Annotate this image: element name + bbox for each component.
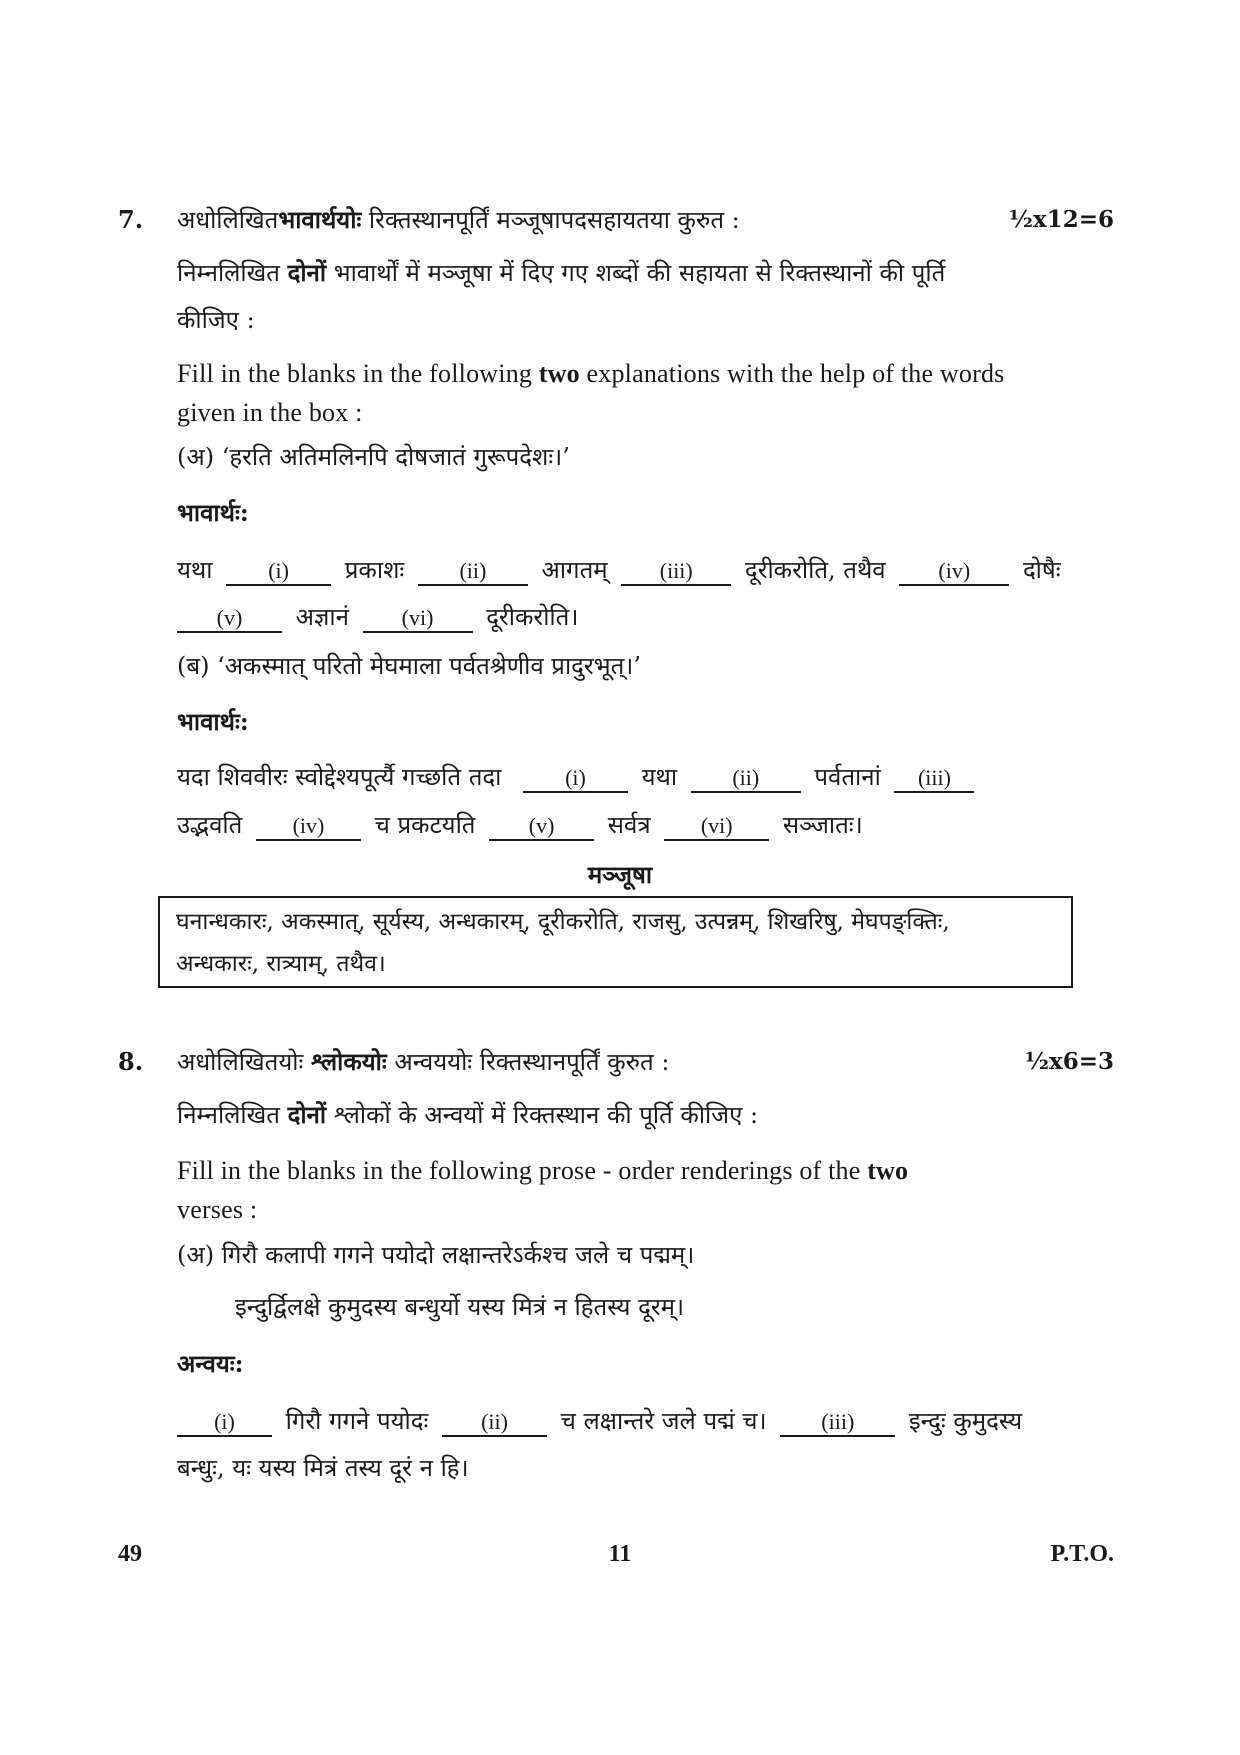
q7-instruction-english	[177, 357, 1004, 391]
word-box	[158, 896, 1073, 988]
q7-en-pre: Fill in the blanks in the following	[177, 359, 539, 388]
q7a-heading: भावार्थः:	[177, 498, 249, 527]
q7-marks: ½x12=6	[1009, 206, 1114, 233]
q8a-verse-line2: इन्दुर्द्विलक्षे कुमुदस्य बन्धुर्यो यस्य मित्रं न हितस्य दूरम्।	[235, 1293, 685, 1321]
q8-sanskrit-post: अन्वययोः रिक्तस्थानपूर्तिं कुरुत :	[386, 1048, 670, 1076]
q7-instruction-hindi-line2: कीजिए :	[177, 306, 255, 334]
q7-instruction-hindi	[177, 256, 945, 290]
word-box-title: मञ्जूषा	[587, 860, 653, 889]
q8-instruction-hindi	[177, 1098, 758, 1132]
q7b-blank-ii: (ii)	[691, 765, 801, 793]
footer-code: 49	[118, 1541, 142, 1567]
q7b-blank-i: (i)	[523, 765, 628, 793]
q8a-verse-line1	[177, 1238, 694, 1272]
q8a-blank-i: (i)	[177, 1409, 272, 1437]
pto-label: P.T.O.	[1050, 1541, 1114, 1567]
q8-sanskrit-bold: श्लोकयोः	[310, 1047, 387, 1076]
q7a-label: (अ)	[177, 443, 215, 471]
q7a-text: प्रकाशः	[344, 556, 405, 584]
q7a-text: यथा	[177, 556, 213, 584]
q8a-verse1: गिरौ कलापी गगने पयोदो लक्षान्तरेऽर्कश्च जले च पद्मम्।	[221, 1241, 695, 1269]
q7b-label: (ब)	[177, 652, 210, 680]
q7b-bhavarth-line2	[177, 808, 863, 842]
q8-instruction-english	[177, 1154, 908, 1188]
q8a-text: च लक्षान्तरे जले पद्मं च।	[560, 1407, 767, 1435]
q7-sanskrit-post: रिक्तस्थानपूर्तिं मञ्जूषापदसहायतया कुरुत :	[361, 206, 740, 234]
q7a-text: आगतम्	[541, 556, 608, 584]
q7b-text: च प्रकटयति	[374, 811, 476, 839]
q7b-heading-text: भावार्थः	[177, 707, 240, 736]
word-box-line2: अन्धकारः, रात्र्याम्, तथैव।	[176, 951, 386, 977]
q8-instruction-sanskrit	[177, 1045, 669, 1079]
q8a-blank-iii: (iii)	[780, 1409, 895, 1437]
q7a-text: दूरीकरोति, तथैव	[744, 556, 886, 584]
q7a-blank-ii: (ii)	[418, 558, 528, 586]
q8a-heading: अन्वयः:	[177, 1349, 244, 1378]
q7a-blank-v: (v)	[177, 605, 282, 633]
q8-hindi-pre: निम्नलिखित	[177, 1101, 288, 1129]
q8a-label: (अ)	[177, 1241, 215, 1269]
q8-en-pre: Fill in the blanks in the following prose - order renderings of the	[177, 1156, 868, 1185]
q7a-heading-text: भावार्थः	[177, 498, 240, 527]
q7-sanskrit-pre: अधोलिखित	[177, 206, 279, 234]
q8-sanskrit-pre: अधोलिखितयोः	[177, 1048, 311, 1076]
q7b-blank-iv: (iv)	[256, 813, 361, 841]
q7b-text: यदा शिववीरः स्वोद्देश्यपूर्त्यै गच्छति तदा	[177, 763, 502, 791]
q7-hindi-pre: निम्नलिखित	[177, 259, 288, 287]
q8-hindi-post: श्लोकों के अन्वयों में रिक्तस्थान की पूर्ति कीजिए :	[326, 1101, 759, 1129]
q7-en-bold: two	[538, 359, 580, 388]
q7a-blank-vi: (vi)	[363, 605, 473, 633]
q7b-blank-vi: (vi)	[664, 813, 769, 841]
q7-instruction-sanskrit	[177, 203, 740, 237]
q7b-text: पर्वतानां	[814, 763, 881, 791]
question-7-number: 7.	[118, 205, 144, 234]
q7-en-post: explanations with the help of the words	[579, 359, 1005, 388]
q7b-blank-iii: (iii)	[894, 765, 974, 793]
q7b-text: सञ्जातः।	[782, 811, 863, 839]
q8-hindi-bold: दोनों	[287, 1100, 327, 1129]
q7a-bhavarth-line2	[177, 600, 578, 634]
q7b-heading: भावार्थः:	[177, 707, 249, 736]
q8a-anvay-line1	[177, 1404, 1022, 1438]
word-box-line1: घनान्धकारः, अकस्मात्, सूर्यस्य, अन्धकारम्, दूरीकरोति, राजसु, उत्पन्नम्, शिखरिषु, मेघपङ्क्तिः,	[176, 909, 950, 935]
q7b-bhavarth-line1	[177, 760, 980, 794]
q8a-anvay-line2: बन्धुः, यः यस्य मित्रं तस्य दूरं न हि।	[177, 1454, 469, 1482]
q8a-text: इन्दुः कुमुदस्य	[908, 1407, 1023, 1435]
q7a-text: दोषैः	[1022, 556, 1061, 584]
q7a-quote: ‘हरति अतिमलिनपि दोषजातं गुरूपदेशः।’	[221, 443, 570, 471]
q7b-quote-line	[177, 649, 641, 683]
q7a-blank-i: (i)	[226, 558, 331, 586]
q7b-text: उद्भवति	[177, 811, 243, 839]
q7a-bhavarth-line1	[177, 553, 1061, 587]
q7a-quote-line	[177, 440, 570, 474]
q8a-blank-ii: (ii)	[442, 1409, 547, 1437]
q7b-text: यथा	[641, 763, 678, 791]
q7b-quote: ‘अकस्मात् परितो मेघमाला पर्वतश्रेणीव प्रादुरभूत्।’	[217, 652, 641, 680]
q7-hindi-bold: दोनों	[287, 258, 327, 287]
q8a-heading-text: अन्वयः	[177, 1349, 235, 1378]
page-number: 11	[608, 1541, 632, 1567]
q7a-blank-iv: (iv)	[899, 558, 1009, 586]
q7a-text: दूरीकरोति।	[486, 603, 579, 631]
question-8-number: 8.	[118, 1047, 144, 1076]
q7-sanskrit-bold: भावार्थयोः	[278, 205, 362, 234]
q7-instruction-english-line2: given in the box :	[177, 398, 363, 427]
q8-en-bold: two	[867, 1156, 909, 1185]
q7-hindi-post: भावार्थों में मञ्जूषा में दिए गए शब्दों की सहायता से रिक्तस्थानों की पूर्ति	[326, 259, 946, 287]
q8a-text: गिरौ गगने पयोदः	[285, 1407, 429, 1435]
q8-marks: ½x6=3	[1025, 1048, 1114, 1075]
q7b-text: सर्वत्र	[607, 811, 651, 839]
q7a-blank-iii: (iii)	[621, 558, 731, 586]
q7a-text: अज्ञानं	[295, 603, 349, 631]
q8-instruction-english-line2: verses :	[177, 1195, 258, 1224]
q7b-blank-v: (v)	[489, 813, 594, 841]
